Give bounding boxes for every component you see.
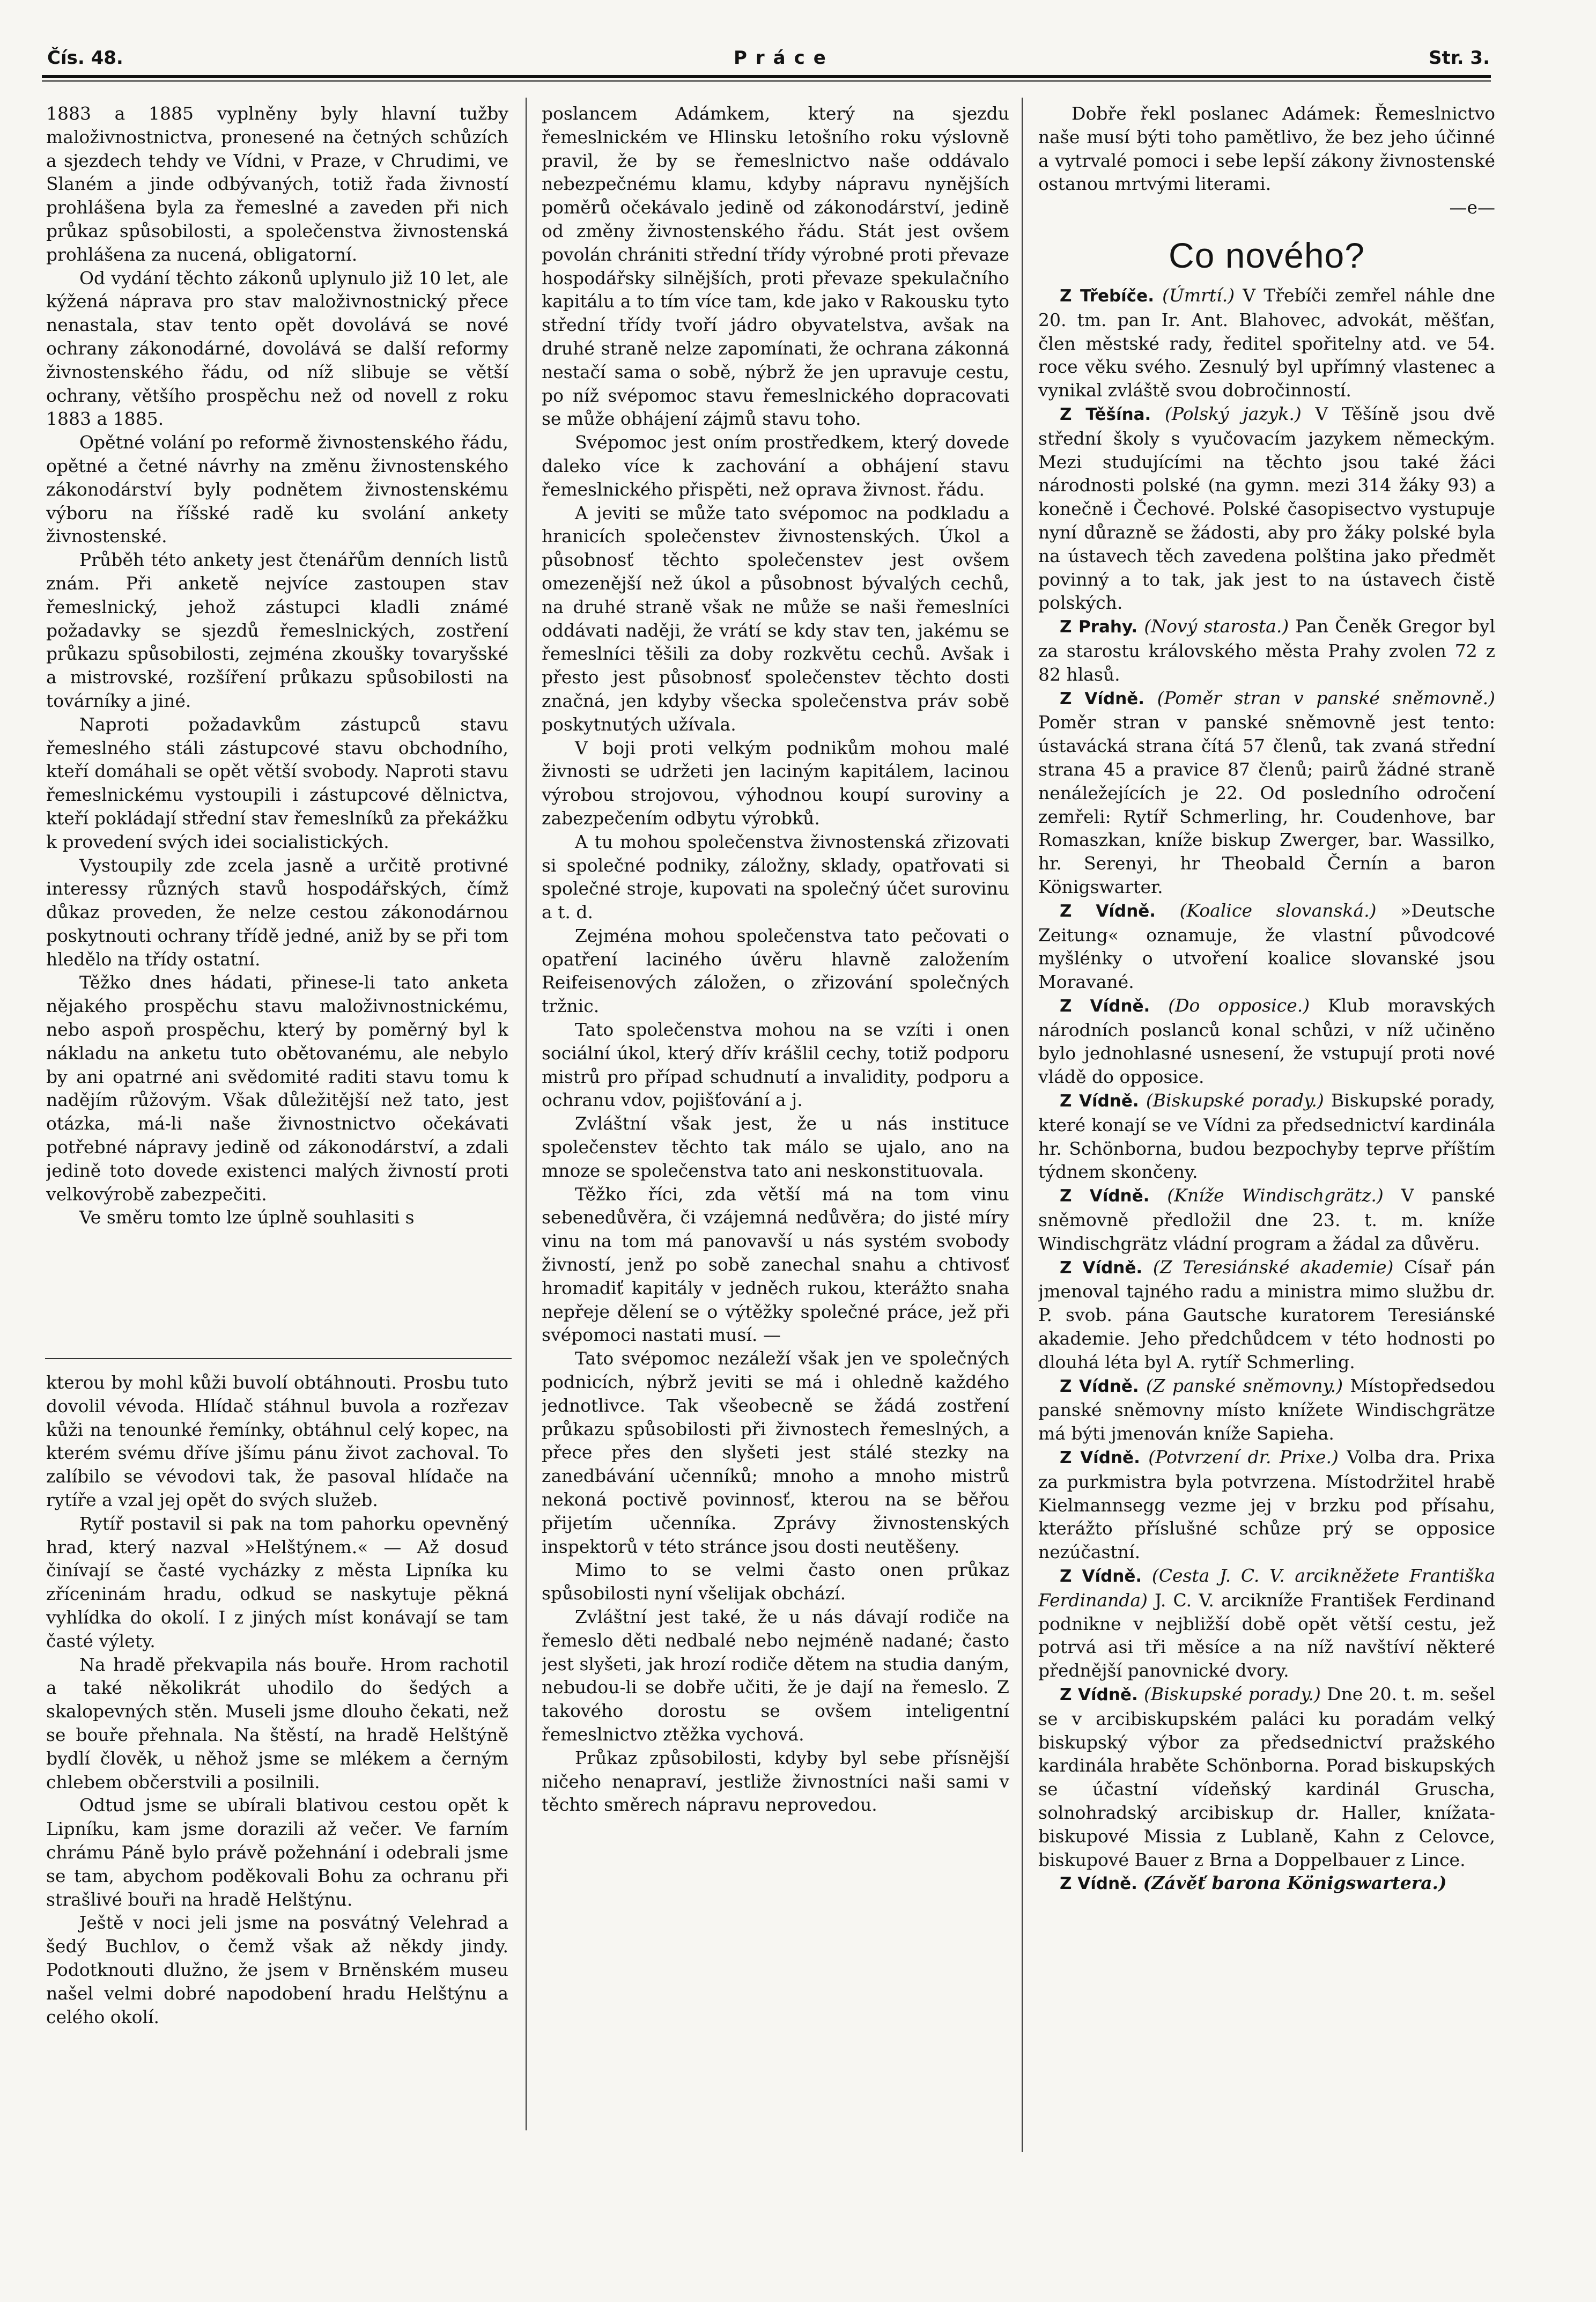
paragraph: Svépomoc jest oním prostředkem, který dovede daleko více k zachování a obhájení stavu řemeslnického přispěti, než oprava živnost. řádu. — [542, 432, 1009, 500]
news-tag: (Poměr stran v panské sněmovně.) — [1157, 687, 1495, 709]
column-1-feuilleton — [46, 1371, 508, 2133]
news-tag: (Z Teresiánské akademie) — [1152, 1256, 1394, 1278]
news-item — [1038, 1089, 1495, 1184]
news-tag: (Úmrtí.) — [1162, 284, 1235, 306]
paragraph: Mimo to se velmi často onen průkaz spůsobilosti nyní všelijak obchází. — [542, 1559, 1009, 1604]
paragraph: Tato společenstva mohou na se vzíti i onen sociální úkol, který dřív krášlil cechy, totiž podporu mistrů pro případ schudnutí a invalidity, podporu a ochranu vdov, pojišťování a j. — [542, 1019, 1009, 1111]
news-text: J. C. V. arcikníže František Ferdinand podnikne v nejbližší době opět větší cestu, jež potrvá asi tři měsíce a na níž navštíví některé přednější panovnické dvory. — [1038, 1589, 1495, 1681]
news-tag: (Polský jazyk.) — [1165, 403, 1302, 424]
column-2-article — [542, 102, 1009, 2133]
news-item — [1038, 615, 1495, 686]
paragraph: Zvláštní však jest, že u nás instituce společenstev těchto tak málo se ujalo, ano na mnoze se společenstva tato ani neskonstituovala. — [542, 1113, 1009, 1181]
news-item — [1038, 994, 1495, 1089]
paragraph: Ve směru tomto lze úplně souhlasiti s — [79, 1207, 415, 1228]
paragraph: A tu mohou společenstva živnostenská zřizovati si společné podniky, záložny, sklady, opatřovati si společné stroje, kupovati na společný účet surovinu a t. d. — [542, 831, 1009, 923]
paragraph: Naproti požadavkům zástupců stavu řemeslného stáli zástupcové stavu obchodního, kteří domáhali se opět větší svobody. Naproti stavu řemeslnickému vystoupili i zástupcové dělnictva, kteří pokládají střední stav řemeslníků za překážku k provedení svých idei socialistických. — [46, 713, 508, 852]
news-place: Z Vídně. — [1060, 1376, 1139, 1396]
news-item — [1038, 1564, 1495, 1683]
news-item — [1038, 687, 1495, 899]
news-place: Z Vídně. — [1060, 1567, 1142, 1587]
news-place: Z Vídně. — [1060, 1091, 1139, 1111]
paragraph: Zvláštní jest také, že u nás dávají rodiče na řemeslo děti nedbalé nebo nejméně nadané; často jest slyšeti, jak hrozí rodiče dětem na studia daným, nebudou-li se dobře učiti, že je dají na řemeslo. Z takového dorostu se ovšem inteligentní řemeslnictvo ztěžka vychová. — [542, 1606, 1009, 1745]
paragraph: Odtud jsme se ubírali blativou cestou opět k Lipníku, kam jsme dorazili až večer. Ve farním chrámu Páně bylo právě požehnání i odebrali jsme se tam, abychom poděkovali Bohu za ochranu při strašlivé bouři na hradě Helštýnu. — [46, 1795, 508, 1910]
paragraph: Vystoupily zde zcela jasně a určitě protivné interessy různých stavů hospodářských, čímž důkaz proveden, že nelze cestou zákonodárnou poskytnouti ochrany třídě jedné, aniž by se při tom hledělo na třídy ostatní. — [46, 854, 508, 970]
column-divider — [526, 98, 527, 2130]
news-text: Císař pán jmenoval tajného radu a ministra mimo službu dr. P. svob. pána Gautsche kuratorem Teresiánské akademie. Jeho předchůdcem v této hodnosti po dlouhá léta byl A. rytíř Schmerling. — [1038, 1256, 1495, 1373]
news-place: Z Vídně. — [1060, 1874, 1137, 1894]
news-place: Z Vídně. — [1060, 1186, 1150, 1206]
column-divider — [1022, 98, 1023, 2152]
header-rule — [42, 75, 1491, 78]
paragraph: Dobře řekl poslanec Adámek: Řemeslnictvo naše musí býti toho pamětlivo, že bez jeho účinné a vytrvalé pomoci i sebe lepší zákony živnostenské ostanou mrtvými literami. — [1038, 103, 1495, 195]
news-tag: (Koalice slovanská.) — [1179, 899, 1377, 921]
news-tag: (Potvrzení dr. Prixe.) — [1148, 1447, 1339, 1468]
news-place: Z Prahy. — [1060, 617, 1138, 637]
news-item — [1038, 1445, 1495, 1564]
news-place: Z Vídně. — [1060, 901, 1156, 921]
news-tag: (Do opposice.) — [1168, 994, 1310, 1016]
paragraph: Na hradě překvapila nás bouře. Hrom rachotil a také několikrát uhodilo do šedých a skalopevných stěn. Museli jsme dlouho čekati, než se bouře přehnala. Na štěstí, na hradě Helštýně bydlí člověk, u něhož jsme se mlékem a černým chlebem občerstvili a posilnili. — [46, 1654, 508, 1792]
issue-number: Čís. 48. — [47, 47, 123, 69]
paragraph: Tato svépomoc nezáleží však jen ve společných podnicích, nýbrž jeviti se má i ohledně každého jednotlivce. Tak všeobecně se žádá zostření průkazu spůsobilosti při živnostech řemeslných, a přece přes den slyšeti jest stálé stezky na zanedbávání učenníků; mnoho a mnoho mistrů nekoná poctivě povinnosť, kterou na se běřou přijetím učenníka. Zprávy živnostenských inspektorů v této stránce jsou dosti neutěšeny. — [542, 1348, 1009, 1557]
paragraph: Těžko říci, zda větší má na tom vinu sebenedůvěra, či vzájemná nedůvěra; do jisté míry vinu na tom má panovavší u nás systém svobody živností, jenž po sobě zanechal snahu a chtivosť hromadiť kapitály v jedněch rukou, kterážto snaha nepřeje dělení se o výtěžky společné práce, jež při svépomoci nastati musí. — — [542, 1183, 1009, 1346]
news-place: Z Těšína. — [1060, 404, 1151, 424]
news-place: Z Vídně. — [1060, 689, 1145, 709]
news-item — [1038, 1683, 1495, 1871]
news-place: Z Vídně. — [1060, 996, 1150, 1016]
paragraph: kterou by mohl kůži buvolí obtáhnouti. Prosbu tuto dovolil vévoda. Hlídač stáhnul buvola a rozřezav kůži na tenounké řemínky, obtáhnul celý kopec, na kterém svému dříve jšímu pánu život zachoval. To zalíbilo se vévodovi tak, že pasoval hlídače na rytíře a vzal jej opět do svých služeb. — [46, 1372, 508, 1510]
news-text: Volba dra. Prixa za purkmistra byla potvrzena. Místodržitel hrabě Kielmannsegg vezme jej v brzku pod přísahu, kterážto příslušné schůze prý se opposice nezúčastní. — [1038, 1447, 1495, 1563]
news-text: Biskupské porady, které konají se ve Vídni za předsednictví kardinála hr. Schönborna, budou bezpochyby teprve příštím týdnem skončeny. — [1038, 1090, 1495, 1183]
paragraph: Průkaz způsobilosti, kdyby byl sebe přísnější ničeho nenapraví, jestliže živnostníci naši sami v těchto směrech nápravu neprovedou. — [542, 1747, 1009, 1816]
paragraph: A jeviti se může tato svépomoc na podkladu a hranicích společenstev živnostenských. Úkol a působnosť těchto společenstev jest ovšem omezenější než úkol a působnost bývalých cechů, na druhé straně však ne může se naši řemeslníci oddávati naději, že vrátí se kdy stav ten, jakému se řemeslníci těšili za doby rozkvětu cechů. Avšak i přesto jest působnosť společenstev těchto dosti značná, jen kdyby všecka společenstva práv sobě poskytnutých užívala. — [542, 502, 1009, 735]
news-item — [1038, 1871, 1495, 1896]
news-tag: (Kníže Windischgrätz.) — [1167, 1185, 1384, 1206]
news-item — [1038, 402, 1495, 615]
news-item — [1038, 284, 1495, 402]
news-tag: (Nový starosta.) — [1144, 616, 1289, 637]
news-tag: (Biskupské porady.) — [1146, 1090, 1324, 1111]
article-signature: —e— — [1449, 197, 1495, 218]
news-tag: (Biskupské porady.) — [1144, 1684, 1321, 1705]
news-text: V panské sněmovně předložil dne 23. t. m. kníže Windischgrätz vládní program a žádal za důvěru. — [1038, 1185, 1495, 1254]
news-tag: (Z panské sněmovny.) — [1146, 1375, 1343, 1396]
news-text: »Deutsche Zeitung« oznamuje, že vlastní původcové myšlénky o utvoření koalice slovanské jsou Moravané. — [1038, 899, 1495, 993]
news-tag: (Závěť barona Königswartera.) — [1143, 1872, 1447, 1894]
news-text: Poměr stran v panské sněmovně jest tento: ústavácká strana čítá 57 členů, tak zvaná střední strana 45 a pravice 87 členů; pairů žádné straně nenáležejících je 22. Od posledního odročení zemřeli: Rytíř Schmerling, hr. Coudenhove, bar Romaszkan, kníže biskup Zwerger, bar. Wassilko, hr. Serenyi, hr Theobald Černín a baron Königswarter. — [1038, 712, 1495, 897]
news-text: Klub moravských národních poslanců konal schůzi, v níž učiněno bylo jednohlasné usnesení, že vstupují proti nové vládě do opposice. — [1038, 994, 1495, 1088]
paragraph: Těžko dnes hádati, přinese-li tato anketa nějakého prospěchu stavu maloživnostnickému, nebo aspoň prospěchu, který by poměrný byl k nákladu na anketu tuto obětovanému, ale nebylo by ani opatrné ani svědomité raditi stavu tomu k nadějím růžovým. Však důležitější než tato, jest otázka, má-li naše živnostnictvo očekávati potřebné nápravy jedině od zákonodárství, a zdali jedině toto dovede existenci malých živností proti velkovýrobě zabezpečiti. — [46, 972, 508, 1205]
news-place: Z Třebíče. — [1060, 286, 1154, 306]
news-text: Pan Čeněk Gregor byl za starostu královského města Prahy zvolen 72 z 82 hlasů. — [1038, 616, 1495, 685]
paragraph: Opětné volání po reformě živnostenského řádu, opětné a četné návrhy na změnu živnostenského zákonodárství byly podnětem živnostenskému výboru na říšské radě ku svolání ankety živnostenské. — [46, 432, 508, 547]
paragraph: 1883 a 1885 vyplněny byly hlavní tužby maloživnostnictva, pronesené na četných schůzích a sjezdech tehdy ve Vídni, v Praze, v Chrudimi, ve Slaném a jinde odbývaných, totiž řada živností prohlášena byla za řemeslné a zaveden při nich průkaz spůsobilosti, a společenstva živnostenská prohlášena za nucená, obligatorní. — [46, 103, 508, 265]
paragraph: Průběh této ankety jest čtenářům denních listů znám. Při anketě nejvíce zastoupen stav řemeslnický, jehož zástupci kladli známé požadavky se sjezdů řemeslnických, zostření průkazu spůsobilosti, zejména zkoušky tovaryšské a mistrovské, rozšíření průkazu spůsobilosti na továrníky a jiné. — [46, 549, 508, 711]
column-3 — [1038, 102, 1495, 2151]
header-rule-thin — [42, 80, 1491, 82]
paragraph: poslancem Adámkem, který na sjezdu řemeslnickém ve Hlinsku letošního roku výslovně pravil, že by se řemeslnictvo naše oddávalo nebezpečnému klamu, kdyby nápravu nynějších poměrů očekávalo jedině od zákonodárství, jedině od změny živnostenského řádu. Stát jest ovšem povolán chrániti střední třídy výrobné proti převaze hospodářsky silnějších, proti převaze spekulačního kapitálu a to tím více tam, kde jako v Rakousku tyto střední třídy tvoří jádro obyvatelstva, avšak na druhé straně nelze zapomínati, že ochrana zákonná nestačí sama o sobě, nýbrž že jen upravuje cestu, po níž svépomoc stavu řemeslnického dopracovati se může obhájení zájmů stavu toho. — [542, 103, 1009, 430]
news-text: V Třebíči zemřel náhle dne 20. tm. pan Ir. Ant. Blahovec, advokát, měšťan, člen městské rady, ředitel spořitelny atd. ve 54. roce věku svého. Zesnulý byl upřímný vlastenec a vynikal zvláště svou dobročinností. — [1038, 284, 1495, 401]
news-place: Z Vídně. — [1060, 1448, 1140, 1468]
news-text: Dne 20. t. m. sešel se v arcibiskupském paláci ku poradám velký biskupský výbor za předsednictví pražského kardinála hraběte Schönborna. Porad biskupských se účastní vídeňský kardinál Gruscha, solnohradský arcibiskup dr. Haller, knížata-biskupové Missia z Lublaně, Kahn z Celovce, biskupové Bauer z Brna a Doppelbauer z Lince. — [1038, 1684, 1495, 1870]
article-divider — [45, 1358, 512, 1359]
paragraph: V boji proti velkým podnikům mohou malé živnosti se udržeti jen laciným kapitálem, lacinou výrobou strojovou, výhodnou koupí suroviny a zabezpečením odbytu výrobků. — [542, 737, 1009, 829]
paragraph: Ještě v noci jeli jsme na posvátný Velehrad a šedý Buchlov, o čemž však až někdy jindy. Podotknouti dlužno, že jsem v Brněnském museu našel velmi dobré napodobení hradu Helštýnu a celého okolí. — [46, 1912, 508, 2027]
news-item — [1038, 899, 1495, 994]
paragraph: Zejména mohou společenstva tato pečovati o opatření laciného úvěru hlavně založením Reifeisenových záložen, o zřizování společných tržnic. — [542, 925, 1009, 1017]
newspaper-title: Práce — [734, 47, 834, 69]
page-number: Str. 3. — [1429, 47, 1490, 69]
news-item — [1038, 1374, 1495, 1445]
page-header — [42, 47, 1490, 74]
news-place: Z Vídně. — [1060, 1685, 1138, 1705]
news-section-heading: Co nového? — [1169, 235, 1365, 275]
news-item — [1038, 1256, 1495, 1374]
paragraph: Od vydání těchto zákonů uplynulo již 10 let, ale kýžená náprava pro stav maloživnostnický přece nenastala, stav tento opět dovolává se nové ochrany zákonodárné, dovolává se další reformy živnostenského řádu, od níž slibuje se větší ochrany, většího prospěchu než od novell z roku 1883 a 1885. — [46, 267, 508, 430]
column-1-article — [46, 102, 508, 1352]
news-text: Místopředsedou panské sněmovny místo knížete Windischgrätze má býti jmenován kníže Sapieha. — [1038, 1375, 1495, 1444]
news-place: Z Vídně. — [1060, 1258, 1143, 1278]
news-item — [1038, 1184, 1495, 1255]
paragraph: Rytíř postavil si pak na tom pahorku opevněný hrad, který nazval »Helštýnem.« — Až dosud činívají se časté vycházky z města Lipníka ku zříceninám hradu, odkud se naskytuje pěkná vyhlídka do okolí. I z jiných míst konávají se tam časté výlety. — [46, 1512, 508, 1651]
news-text: V Těšíně jsou dvě střední školy s vyučovacím jazykem německým. Mezi studujícími na těchto jsou také žáci národnosti polské (na gymn. mezi 314 žáky 93) a konečně i Čechové. Polské časopisectvo vystupuje nyní důrazně se žádosti, aby pro žáky polské byla na ústavech těch zavedena polština jako předmět povinný a to tak, jak jest to na ústavech čistě polských. — [1038, 403, 1495, 614]
news-tag: (Cesta J. C. V. arcikněžete Františka Ferdinanda) — [1038, 1565, 1495, 1611]
